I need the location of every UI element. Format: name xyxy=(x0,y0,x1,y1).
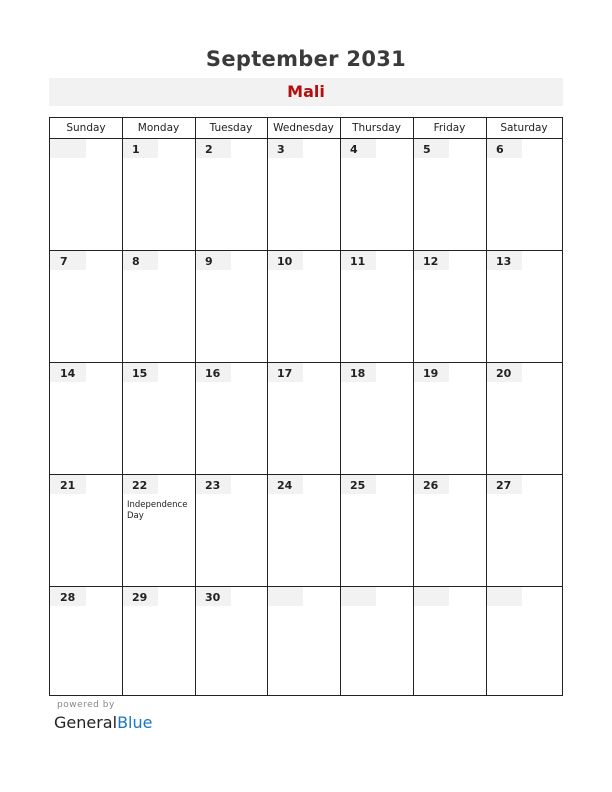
day-cell-14[interactable] xyxy=(50,363,122,474)
day-number: 6 xyxy=(496,143,504,156)
day-number: 13 xyxy=(496,255,512,268)
day-number-badge xyxy=(195,139,231,158)
day-cell-1[interactable] xyxy=(122,139,195,250)
day-cell-10[interactable] xyxy=(267,251,340,362)
holiday-label: Independence Day xyxy=(127,500,188,521)
day-number: 19 xyxy=(423,367,439,380)
day-cell-15[interactable] xyxy=(122,363,195,474)
day-cell-8[interactable] xyxy=(122,251,195,362)
day-number: 12 xyxy=(423,255,439,268)
day-number: 15 xyxy=(132,367,148,380)
day-cell-18[interactable] xyxy=(340,363,413,474)
empty-day-cell xyxy=(486,587,562,698)
day-cell-3[interactable] xyxy=(267,139,340,250)
day-number-badge xyxy=(486,475,522,494)
day-number-badge xyxy=(122,251,158,270)
country-banner xyxy=(49,78,563,106)
day-number: 5 xyxy=(423,143,431,156)
day-cell-7[interactable] xyxy=(50,251,122,362)
empty-day-cell xyxy=(413,587,486,698)
day-number-badge xyxy=(413,363,449,382)
day-number-badge xyxy=(340,587,376,606)
day-number-badge xyxy=(122,587,158,606)
day-cell-6[interactable] xyxy=(486,139,562,250)
day-number: 4 xyxy=(350,143,358,156)
column-divider xyxy=(122,118,123,695)
day-cell-25[interactable] xyxy=(340,475,413,586)
country-name: Mali xyxy=(287,82,325,101)
day-cell-19[interactable] xyxy=(413,363,486,474)
day-number-badge xyxy=(486,139,522,158)
powered-by-label: powered by xyxy=(57,700,115,710)
day-number: 18 xyxy=(350,367,366,380)
weekday-sunday: Sunday xyxy=(66,122,106,134)
day-number: 9 xyxy=(205,255,213,268)
day-cell-29[interactable] xyxy=(122,587,195,698)
day-number: 2 xyxy=(205,143,213,156)
calendar-grid xyxy=(49,117,563,696)
day-cell-5[interactable] xyxy=(413,139,486,250)
day-number-badge xyxy=(50,475,86,494)
weekday-saturday: Saturday xyxy=(500,122,548,134)
day-number: 16 xyxy=(205,367,221,380)
day-number-badge xyxy=(413,475,449,494)
day-number-badge xyxy=(195,251,231,270)
empty-day-cell xyxy=(340,587,413,698)
day-number-badge xyxy=(413,587,449,606)
column-divider xyxy=(267,118,268,695)
weekday-wednesday: Wednesday xyxy=(273,122,334,134)
day-number-badge xyxy=(413,251,449,270)
day-number-badge xyxy=(122,475,158,494)
brand-general: General xyxy=(54,713,118,732)
day-number-badge xyxy=(195,363,231,382)
day-number-badge xyxy=(267,587,303,606)
day-cell-2[interactable] xyxy=(195,139,267,250)
day-number-badge xyxy=(486,363,522,382)
day-number-badge xyxy=(122,363,158,382)
day-number: 1 xyxy=(132,143,140,156)
empty-day-cell xyxy=(267,587,340,698)
day-number-badge xyxy=(195,587,231,606)
day-number-badge xyxy=(50,139,86,158)
weekday-thursday: Thursday xyxy=(352,122,401,134)
day-number: 22 xyxy=(132,479,148,492)
day-number-badge xyxy=(50,251,86,270)
column-divider xyxy=(340,118,341,695)
day-number-badge xyxy=(340,251,376,270)
weekday-friday: Friday xyxy=(433,122,466,134)
day-cell-13[interactable] xyxy=(486,251,562,362)
day-number: 26 xyxy=(423,479,439,492)
day-number: 10 xyxy=(277,255,293,268)
day-number: 30 xyxy=(205,591,221,604)
day-number: 21 xyxy=(60,479,76,492)
weekday-tuesday: Tuesday xyxy=(209,122,253,134)
day-number-badge xyxy=(267,139,303,158)
day-cell-22[interactable] xyxy=(122,475,195,586)
weekday-monday: Monday xyxy=(137,122,180,134)
day-number: 28 xyxy=(60,591,76,604)
day-number-badge xyxy=(122,139,158,158)
day-number: 14 xyxy=(60,367,76,380)
day-number: 8 xyxy=(132,255,140,268)
day-number-badge xyxy=(50,587,86,606)
day-cell-20[interactable] xyxy=(486,363,562,474)
day-cell-28[interactable] xyxy=(50,587,122,698)
day-number-badge xyxy=(267,363,303,382)
day-number: 24 xyxy=(277,479,293,492)
day-number: 20 xyxy=(496,367,512,380)
column-divider xyxy=(413,118,414,695)
day-number: 27 xyxy=(496,479,512,492)
column-divider xyxy=(195,118,196,695)
day-number: 23 xyxy=(205,479,221,492)
day-number-badge xyxy=(340,475,376,494)
empty-day-cell xyxy=(50,139,122,250)
page-title: September 2031 xyxy=(205,47,407,71)
day-number-badge xyxy=(267,475,303,494)
day-number-badge xyxy=(413,139,449,158)
day-number-badge xyxy=(486,587,522,606)
day-number-badge xyxy=(50,363,86,382)
day-number-badge xyxy=(486,251,522,270)
day-cell-17[interactable] xyxy=(267,363,340,474)
day-cell-24[interactable] xyxy=(267,475,340,586)
day-cell-16[interactable] xyxy=(195,363,267,474)
day-cell-26[interactable] xyxy=(413,475,486,586)
day-number: 3 xyxy=(277,143,285,156)
day-number: 25 xyxy=(350,479,366,492)
day-cell-27[interactable] xyxy=(486,475,562,586)
day-number-badge xyxy=(267,251,303,270)
day-cell-12[interactable] xyxy=(413,251,486,362)
day-number: 29 xyxy=(132,591,148,604)
day-number-badge xyxy=(340,363,376,382)
day-number: 17 xyxy=(277,367,293,380)
brand-blue: Blue xyxy=(117,713,153,732)
day-cell-30[interactable] xyxy=(195,587,267,698)
day-number: 7 xyxy=(60,255,68,268)
day-cell-23[interactable] xyxy=(195,475,267,586)
day-cell-9[interactable] xyxy=(195,251,267,362)
day-number: 11 xyxy=(350,255,366,268)
day-cell-21[interactable] xyxy=(50,475,122,586)
column-divider xyxy=(486,118,487,695)
day-cell-11[interactable] xyxy=(340,251,413,362)
day-cell-4[interactable] xyxy=(340,139,413,250)
day-number-badge xyxy=(340,139,376,158)
generalblue-logo[interactable] xyxy=(54,713,152,732)
day-number-badge xyxy=(195,475,231,494)
